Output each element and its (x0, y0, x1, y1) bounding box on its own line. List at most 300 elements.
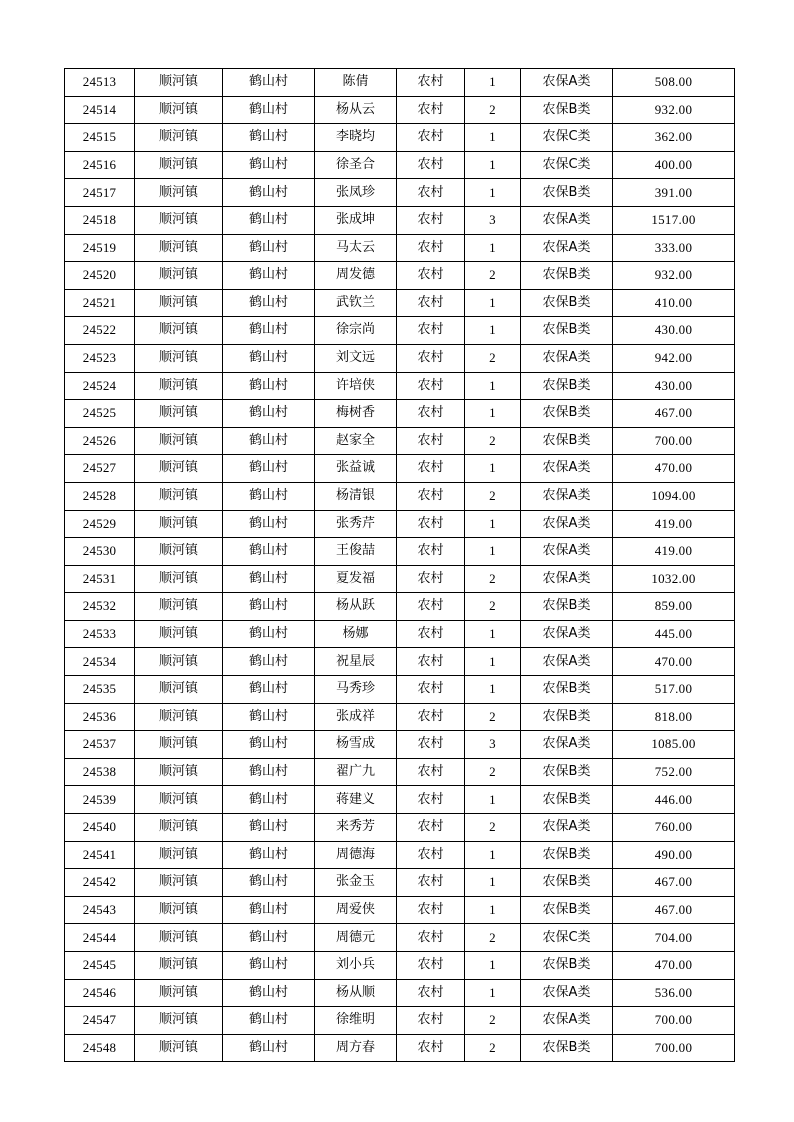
table-cell: 1 (465, 979, 521, 1007)
table-cell: 赵家全 (315, 427, 397, 455)
table-cell: 农村 (397, 179, 465, 207)
table-row (65, 538, 735, 566)
table-cell: 391.00 (613, 179, 735, 207)
table-cell: 24525 (65, 400, 135, 428)
table-cell: 1032.00 (613, 565, 735, 593)
table-cell: 顺河镇 (135, 400, 223, 428)
table-cell: 顺河镇 (135, 952, 223, 980)
table-cell: 818.00 (613, 703, 735, 731)
table-cell: 1 (465, 538, 521, 566)
table-row (65, 814, 735, 842)
table-cell: 农村 (397, 620, 465, 648)
table-cell: 农村 (397, 400, 465, 428)
table-cell: 24517 (65, 179, 135, 207)
table-cell: 农保A类 (521, 510, 613, 538)
table-cell: 顺河镇 (135, 979, 223, 1007)
table-cell: 顺河镇 (135, 510, 223, 538)
table-cell: 农村 (397, 234, 465, 262)
table-cell: 2 (465, 565, 521, 593)
table-cell: 武钦兰 (315, 289, 397, 317)
table-cell: 2 (465, 593, 521, 621)
table-cell: 2 (465, 703, 521, 731)
table-row (65, 510, 735, 538)
table-cell: 农保C类 (521, 924, 613, 952)
table-cell: 农保A类 (521, 234, 613, 262)
table-cell: 1 (465, 841, 521, 869)
table-cell: 2 (465, 96, 521, 124)
table-cell: 1517.00 (613, 206, 735, 234)
table-cell: 鹤山村 (223, 179, 315, 207)
table-cell: 刘文远 (315, 344, 397, 372)
table-cell: 2 (465, 482, 521, 510)
table-cell: 农保A类 (521, 482, 613, 510)
table-row (65, 344, 735, 372)
table-cell: 顺河镇 (135, 869, 223, 897)
table-cell: 梅树香 (315, 400, 397, 428)
table-cell: 杨娜 (315, 620, 397, 648)
table-cell: 农村 (397, 703, 465, 731)
table-cell: 24520 (65, 262, 135, 290)
table-cell: 2 (465, 758, 521, 786)
table-cell: 周德元 (315, 924, 397, 952)
table-cell: 农保B类 (521, 703, 613, 731)
table-cell: 3 (465, 731, 521, 759)
table-cell: 859.00 (613, 593, 735, 621)
table-cell: 1 (465, 786, 521, 814)
table-cell: 508.00 (613, 69, 735, 97)
table-cell: 农村 (397, 896, 465, 924)
table-cell: 徐维明 (315, 1007, 397, 1035)
table-cell: 顺河镇 (135, 317, 223, 345)
table-cell: 顺河镇 (135, 69, 223, 97)
table-cell: 农保A类 (521, 344, 613, 372)
table-cell: 鹤山村 (223, 731, 315, 759)
table-cell: 顺河镇 (135, 234, 223, 262)
table-body (65, 69, 735, 1062)
table-cell: 蒋建义 (315, 786, 397, 814)
table-cell: 鹤山村 (223, 896, 315, 924)
table-cell: 农村 (397, 814, 465, 842)
table-row (65, 676, 735, 704)
table-row (65, 262, 735, 290)
table-row (65, 786, 735, 814)
table-cell: 来秀芳 (315, 814, 397, 842)
table-cell: 农村 (397, 262, 465, 290)
table-cell: 鹤山村 (223, 400, 315, 428)
table-cell: 鹤山村 (223, 952, 315, 980)
table-row (65, 758, 735, 786)
table-cell: 农村 (397, 952, 465, 980)
table-cell: 700.00 (613, 427, 735, 455)
table-cell: 1 (465, 896, 521, 924)
table-cell: 467.00 (613, 869, 735, 897)
table-row (65, 289, 735, 317)
table-cell: 农保B类 (521, 427, 613, 455)
table-cell: 顺河镇 (135, 703, 223, 731)
table-cell: 农保B类 (521, 786, 613, 814)
table-cell: 农村 (397, 206, 465, 234)
table-cell: 农保B类 (521, 96, 613, 124)
table-cell: 鹤山村 (223, 289, 315, 317)
table-row (65, 703, 735, 731)
table-cell: 鹤山村 (223, 372, 315, 400)
table-row (65, 1034, 735, 1062)
table-row (65, 400, 735, 428)
table-cell: 农村 (397, 151, 465, 179)
table-cell: 农保B类 (521, 841, 613, 869)
table-row (65, 979, 735, 1007)
table-cell: 农保A类 (521, 620, 613, 648)
table-row (65, 69, 735, 97)
table-cell: 24526 (65, 427, 135, 455)
table-cell: 1 (465, 510, 521, 538)
table-cell: 马太云 (315, 234, 397, 262)
table-cell: 1 (465, 952, 521, 980)
table-cell: 1 (465, 234, 521, 262)
table-cell: 24545 (65, 952, 135, 980)
table-cell: 鹤山村 (223, 510, 315, 538)
table-cell: 杨从云 (315, 96, 397, 124)
table-cell: 鹤山村 (223, 620, 315, 648)
table-cell: 鹤山村 (223, 786, 315, 814)
table-cell: 24518 (65, 206, 135, 234)
table-cell: 农村 (397, 538, 465, 566)
table-cell: 农村 (397, 786, 465, 814)
table-cell: 农村 (397, 924, 465, 952)
table-cell: 942.00 (613, 344, 735, 372)
table-row (65, 896, 735, 924)
table-cell: 1 (465, 179, 521, 207)
table-cell: 490.00 (613, 841, 735, 869)
table-cell: 鹤山村 (223, 979, 315, 1007)
table-cell: 徐圣合 (315, 151, 397, 179)
table-cell: 760.00 (613, 814, 735, 842)
table-cell: 顺河镇 (135, 427, 223, 455)
table-cell: 顺河镇 (135, 648, 223, 676)
table-cell: 333.00 (613, 234, 735, 262)
table-cell: 张益诚 (315, 455, 397, 483)
table-cell: 鹤山村 (223, 151, 315, 179)
table-cell: 农保B类 (521, 372, 613, 400)
table-cell: 农保A类 (521, 565, 613, 593)
table-cell: 鹤山村 (223, 262, 315, 290)
table-cell: 24519 (65, 234, 135, 262)
table-row (65, 1007, 735, 1035)
table-cell: 752.00 (613, 758, 735, 786)
table-cell: 杨清银 (315, 482, 397, 510)
table-cell: 农村 (397, 317, 465, 345)
table-cell: 24531 (65, 565, 135, 593)
table-row (65, 620, 735, 648)
table-cell: 700.00 (613, 1007, 735, 1035)
table-cell: 24514 (65, 96, 135, 124)
table-cell: 鹤山村 (223, 455, 315, 483)
table-cell: 农保A类 (521, 69, 613, 97)
table-cell: 农村 (397, 427, 465, 455)
table-cell: 顺河镇 (135, 924, 223, 952)
table-cell: 24527 (65, 455, 135, 483)
table-cell: 24529 (65, 510, 135, 538)
table-cell: 顺河镇 (135, 786, 223, 814)
table-cell: 周爱侠 (315, 896, 397, 924)
table-cell: 24544 (65, 924, 135, 952)
table-cell: 鹤山村 (223, 758, 315, 786)
table-cell: 农村 (397, 1034, 465, 1062)
table-cell: 农村 (397, 344, 465, 372)
table-cell: 顺河镇 (135, 841, 223, 869)
table-row (65, 924, 735, 952)
table-cell: 许培侠 (315, 372, 397, 400)
table-cell: 农村 (397, 648, 465, 676)
table-cell: 419.00 (613, 538, 735, 566)
table-cell: 400.00 (613, 151, 735, 179)
table-cell: 鹤山村 (223, 1034, 315, 1062)
table-cell: 顺河镇 (135, 482, 223, 510)
table-cell: 农村 (397, 1007, 465, 1035)
table-cell: 农保B类 (521, 869, 613, 897)
table-cell: 农保B类 (521, 400, 613, 428)
table-cell: 顺河镇 (135, 620, 223, 648)
table-cell: 杨从跃 (315, 593, 397, 621)
table-cell: 2 (465, 814, 521, 842)
table-cell: 1094.00 (613, 482, 735, 510)
table-cell: 杨从顺 (315, 979, 397, 1007)
table-cell: 顺河镇 (135, 896, 223, 924)
table-cell: 张成祥 (315, 703, 397, 731)
table-cell: 362.00 (613, 124, 735, 152)
table-cell: 鹤山村 (223, 814, 315, 842)
table-row (65, 124, 735, 152)
table-cell: 农保A类 (521, 648, 613, 676)
table-cell: 农村 (397, 841, 465, 869)
table-row (65, 427, 735, 455)
subsidy-table (64, 68, 735, 1062)
table-cell: 鹤山村 (223, 234, 315, 262)
table-cell: 24540 (65, 814, 135, 842)
table-cell: 农保A类 (521, 814, 613, 842)
table-cell: 3 (465, 206, 521, 234)
table-cell: 鹤山村 (223, 1007, 315, 1035)
table-cell: 1 (465, 400, 521, 428)
table-cell: 农保B类 (521, 952, 613, 980)
table-cell: 顺河镇 (135, 344, 223, 372)
table-cell: 农保B类 (521, 593, 613, 621)
table-cell: 徐宗尚 (315, 317, 397, 345)
table-cell: 夏发福 (315, 565, 397, 593)
table-cell: 24541 (65, 841, 135, 869)
table-row (65, 234, 735, 262)
table-cell: 鹤山村 (223, 538, 315, 566)
table-cell: 农保C类 (521, 151, 613, 179)
table-cell: 顺河镇 (135, 1007, 223, 1035)
table-cell: 顺河镇 (135, 731, 223, 759)
table-cell: 24543 (65, 896, 135, 924)
table-row (65, 952, 735, 980)
table-cell: 鹤山村 (223, 344, 315, 372)
table-cell: 顺河镇 (135, 289, 223, 317)
table-cell: 410.00 (613, 289, 735, 317)
table-cell: 鹤山村 (223, 206, 315, 234)
table-cell: 顺河镇 (135, 372, 223, 400)
table-row (65, 565, 735, 593)
table-cell: 农保B类 (521, 1034, 613, 1062)
table-cell: 700.00 (613, 1034, 735, 1062)
table-cell: 顺河镇 (135, 151, 223, 179)
table-cell: 24532 (65, 593, 135, 621)
table-cell: 农保C类 (521, 124, 613, 152)
table-cell: 24521 (65, 289, 135, 317)
table-cell: 24516 (65, 151, 135, 179)
table-cell: 鹤山村 (223, 482, 315, 510)
table-cell: 470.00 (613, 952, 735, 980)
table-cell: 农保B类 (521, 676, 613, 704)
table-cell: 1 (465, 372, 521, 400)
table-cell: 张金玉 (315, 869, 397, 897)
table-row (65, 482, 735, 510)
table-cell: 446.00 (613, 786, 735, 814)
table-cell: 24534 (65, 648, 135, 676)
table-cell: 农保A类 (521, 538, 613, 566)
table-cell: 2 (465, 924, 521, 952)
table-cell: 932.00 (613, 96, 735, 124)
table-cell: 430.00 (613, 317, 735, 345)
table-cell: 农村 (397, 372, 465, 400)
table-cell: 1085.00 (613, 731, 735, 759)
table-cell: 536.00 (613, 979, 735, 1007)
table-cell: 农村 (397, 869, 465, 897)
table-cell: 农村 (397, 565, 465, 593)
table-cell: 农村 (397, 510, 465, 538)
table-cell: 2 (465, 262, 521, 290)
table-cell: 鹤山村 (223, 676, 315, 704)
table-cell: 470.00 (613, 648, 735, 676)
table-cell: 24539 (65, 786, 135, 814)
table-cell: 24546 (65, 979, 135, 1007)
table-cell: 鹤山村 (223, 69, 315, 97)
table-row (65, 179, 735, 207)
table-cell: 24513 (65, 69, 135, 97)
table-cell: 顺河镇 (135, 206, 223, 234)
table-cell: 农村 (397, 593, 465, 621)
table-row (65, 96, 735, 124)
table-cell: 农村 (397, 676, 465, 704)
table-cell: 农保A类 (521, 206, 613, 234)
table-cell: 鹤山村 (223, 124, 315, 152)
table-cell: 467.00 (613, 400, 735, 428)
table-cell: 704.00 (613, 924, 735, 952)
table-row (65, 648, 735, 676)
table-cell: 24536 (65, 703, 135, 731)
table-cell: 农保B类 (521, 289, 613, 317)
table-cell: 1 (465, 455, 521, 483)
table-cell: 农村 (397, 455, 465, 483)
table-cell: 农村 (397, 979, 465, 1007)
table-cell: 24524 (65, 372, 135, 400)
table-cell: 鹤山村 (223, 703, 315, 731)
table-cell: 24547 (65, 1007, 135, 1035)
table-cell: 农保B类 (521, 758, 613, 786)
table-cell: 1 (465, 124, 521, 152)
table-cell: 马秀珍 (315, 676, 397, 704)
table-cell: 鹤山村 (223, 841, 315, 869)
table-cell: 24537 (65, 731, 135, 759)
table-cell: 419.00 (613, 510, 735, 538)
table-cell: 顺河镇 (135, 124, 223, 152)
table-cell: 农村 (397, 482, 465, 510)
table-cell: 农保B类 (521, 262, 613, 290)
table-cell: 顺河镇 (135, 1034, 223, 1062)
table-cell: 农村 (397, 69, 465, 97)
table-cell: 1 (465, 151, 521, 179)
table-cell: 农保A类 (521, 1007, 613, 1035)
table-cell: 1 (465, 648, 521, 676)
table-cell: 农保A类 (521, 731, 613, 759)
table-cell: 周方春 (315, 1034, 397, 1062)
table-cell: 24528 (65, 482, 135, 510)
table-cell: 445.00 (613, 620, 735, 648)
table-cell: 467.00 (613, 896, 735, 924)
table-cell: 农保B类 (521, 317, 613, 345)
table-cell: 鹤山村 (223, 593, 315, 621)
table-cell: 顺河镇 (135, 758, 223, 786)
table-cell: 农村 (397, 96, 465, 124)
table-cell: 张成坤 (315, 206, 397, 234)
table-cell: 24533 (65, 620, 135, 648)
table-cell: 鹤山村 (223, 96, 315, 124)
table-cell: 1 (465, 289, 521, 317)
table-cell: 鹤山村 (223, 427, 315, 455)
table-cell: 鹤山村 (223, 924, 315, 952)
table-row (65, 317, 735, 345)
table-cell: 张秀芹 (315, 510, 397, 538)
table-cell: 24523 (65, 344, 135, 372)
table-cell: 顺河镇 (135, 814, 223, 842)
table-cell: 430.00 (613, 372, 735, 400)
table-cell: 517.00 (613, 676, 735, 704)
table-cell: 农村 (397, 124, 465, 152)
table-cell: 1 (465, 869, 521, 897)
table-row (65, 593, 735, 621)
table-row (65, 455, 735, 483)
table-cell: 932.00 (613, 262, 735, 290)
table-cell: 农村 (397, 758, 465, 786)
table-cell: 24542 (65, 869, 135, 897)
table-cell: 1 (465, 620, 521, 648)
table-cell: 24522 (65, 317, 135, 345)
table-cell: 农保B类 (521, 179, 613, 207)
table-cell: 24535 (65, 676, 135, 704)
table-cell: 24530 (65, 538, 135, 566)
table-cell: 24538 (65, 758, 135, 786)
table-cell: 农保A类 (521, 979, 613, 1007)
table-cell: 顺河镇 (135, 538, 223, 566)
table-cell: 2 (465, 1034, 521, 1062)
table-cell: 翟广九 (315, 758, 397, 786)
table-row (65, 731, 735, 759)
table-cell: 王俊喆 (315, 538, 397, 566)
table-cell: 张凤珍 (315, 179, 397, 207)
table-cell: 2 (465, 427, 521, 455)
table-row (65, 151, 735, 179)
table-row (65, 869, 735, 897)
table-cell: 1 (465, 317, 521, 345)
table-cell: 顺河镇 (135, 96, 223, 124)
table-row (65, 841, 735, 869)
table-cell: 农村 (397, 289, 465, 317)
table-cell: 周德海 (315, 841, 397, 869)
table-cell: 顺河镇 (135, 455, 223, 483)
table-cell: 祝星辰 (315, 648, 397, 676)
